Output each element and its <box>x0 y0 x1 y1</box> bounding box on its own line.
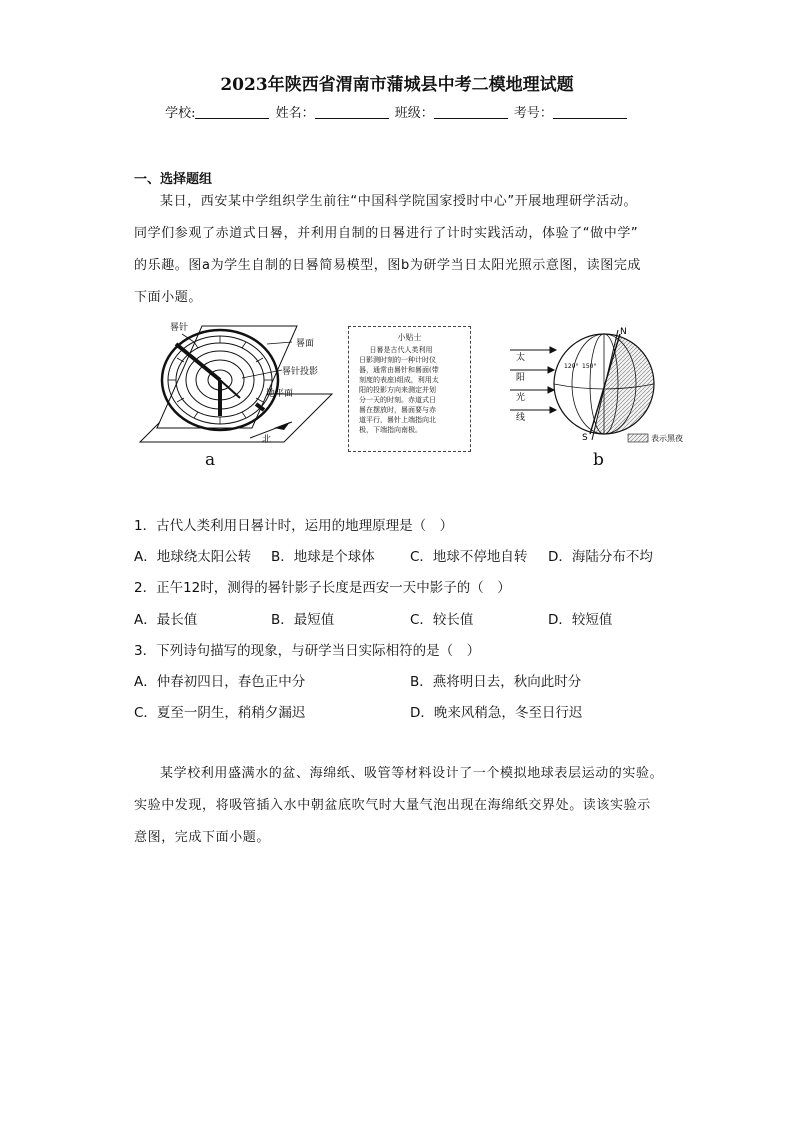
student-info-line <box>0 102 794 121</box>
sun-char: 光 <box>516 393 526 403</box>
experiment-line: 实验中发现，将吸管插入水中朝盆底吹气时大量气泡出现在海绵纸交界处。读该实验示 <box>134 798 651 813</box>
north-pole-label: N <box>620 327 627 337</box>
south-pole-label: S <box>582 433 588 443</box>
tips-body <box>349 343 470 435</box>
page-title: 2023年陕西省渭南市蒲城县中考二模地理试题 <box>220 75 574 95</box>
question-1-stem: 1．古代人类利用日晷计时，运用的地理原理是（ ） <box>134 518 454 534</box>
q1-option-b[interactable]: B．地球是个球体 <box>271 549 375 565</box>
q3-option-c[interactable]: C．夏至一阴生，稍稍夕漏迟 <box>134 705 306 721</box>
intro-line: 同学们参观了赤道式日晷，并利用自制的日晷进行了计时实践活动，体验了“做中学” <box>134 226 639 241</box>
q3-option-a[interactable]: A．仲春初四日，春色正中分 <box>134 674 306 690</box>
dial-plane <box>157 326 297 428</box>
longitude-label: 120° <box>564 363 579 370</box>
id-label: 考号： <box>513 106 553 121</box>
figure-a-sundial <box>132 318 342 448</box>
q1-option-d[interactable]: D．海陆分布不均 <box>548 549 653 565</box>
longitude-label: 150° <box>582 363 597 370</box>
figure-b-label: b <box>593 450 604 470</box>
school-label: 学校: <box>165 106 196 121</box>
tips-line: 道平行，晷针上端指向北 <box>359 416 436 424</box>
sun-char: 太 <box>516 353 526 363</box>
q2-option-d[interactable]: D．较短值 <box>548 612 613 628</box>
tips-line: 晷在摆放时，晷面要与赤 <box>359 406 436 414</box>
tips-line: 日影测时刻的一种计时仪 <box>359 356 436 364</box>
tips-box <box>348 326 471 452</box>
section-heading: 一、选择题组 <box>134 172 213 187</box>
name-blank[interactable] <box>315 106 389 119</box>
q2-option-c[interactable]: C．较长值 <box>410 612 474 628</box>
question-2-stem: 2．正午12时，测得的晷针影子长度是西安一天中影子的（ ） <box>134 580 511 596</box>
q1-option-c[interactable]: C．地球不停地自转 <box>410 549 528 565</box>
shadow-label: 晷针投影 <box>282 367 319 377</box>
tips-line: 日晷是古代人类利用 <box>369 346 433 354</box>
tips-line: 极，下端指向南极。 <box>359 426 422 434</box>
intro-paragraph <box>134 186 666 314</box>
tips-line: 阳的投影方向来测定并划 <box>359 386 436 394</box>
intro-line: 下面小题。 <box>134 290 203 305</box>
ground-label: 地平面 <box>266 389 294 399</box>
experiment-line: 意图，完成下面小题。 <box>134 830 271 845</box>
name-label: 姓名： <box>275 106 315 121</box>
figure-b-globe <box>502 322 692 448</box>
sun-char: 阳 <box>516 373 526 383</box>
class-blank[interactable] <box>434 106 508 119</box>
gnomon-label: 晷针 <box>170 323 189 333</box>
tips-title: 小贴士 <box>397 333 422 342</box>
intro-line: 的乐趣。图a为学生自制的日晷简易模型，图b为研学当日太阳光照示意图，读图完成 <box>134 258 642 273</box>
experiment-line: 某学校利用盛满水的盆、海绵纸、吸管等材料设计了一个模拟地球表层运动的实验。 <box>160 766 664 781</box>
q3-option-d[interactable]: D．晚来风稍急，冬至日行迟 <box>410 705 583 721</box>
tips-line: 分一天的时刻。赤道式日 <box>359 396 436 404</box>
legend-label: 表示黑夜 <box>651 434 683 443</box>
class-label: 班级： <box>394 106 434 121</box>
q3-option-b[interactable]: B．燕将明日去，秋向此时分 <box>410 674 582 690</box>
intro-line: 某日，西安某中学组织学生前往“中国科学院国家授时中心”开展地理研学活动。 <box>160 194 638 209</box>
id-blank[interactable] <box>553 106 627 119</box>
tips-line: 器，通常由晷针和晷面(带 <box>359 366 439 374</box>
school-blank[interactable] <box>195 106 269 119</box>
sun-char: 线 <box>516 413 526 423</box>
dial-label: 晷面 <box>296 339 315 349</box>
tips-line: 刻度的表座)组成，利用太 <box>359 376 439 384</box>
q1-option-a[interactable]: A．地球绕太阳公转 <box>134 549 252 565</box>
figure-a-label: a <box>205 450 216 470</box>
q2-option-b[interactable]: B．最短值 <box>271 612 335 628</box>
experiment-paragraph <box>134 758 666 854</box>
north-label: 北 <box>262 435 272 445</box>
question-3-stem: 3．下列诗句描写的现象，与研学当日实际相符的是（ ） <box>134 643 481 659</box>
legend-swatch <box>628 434 648 442</box>
q2-option-a[interactable]: A．最长值 <box>134 612 198 628</box>
